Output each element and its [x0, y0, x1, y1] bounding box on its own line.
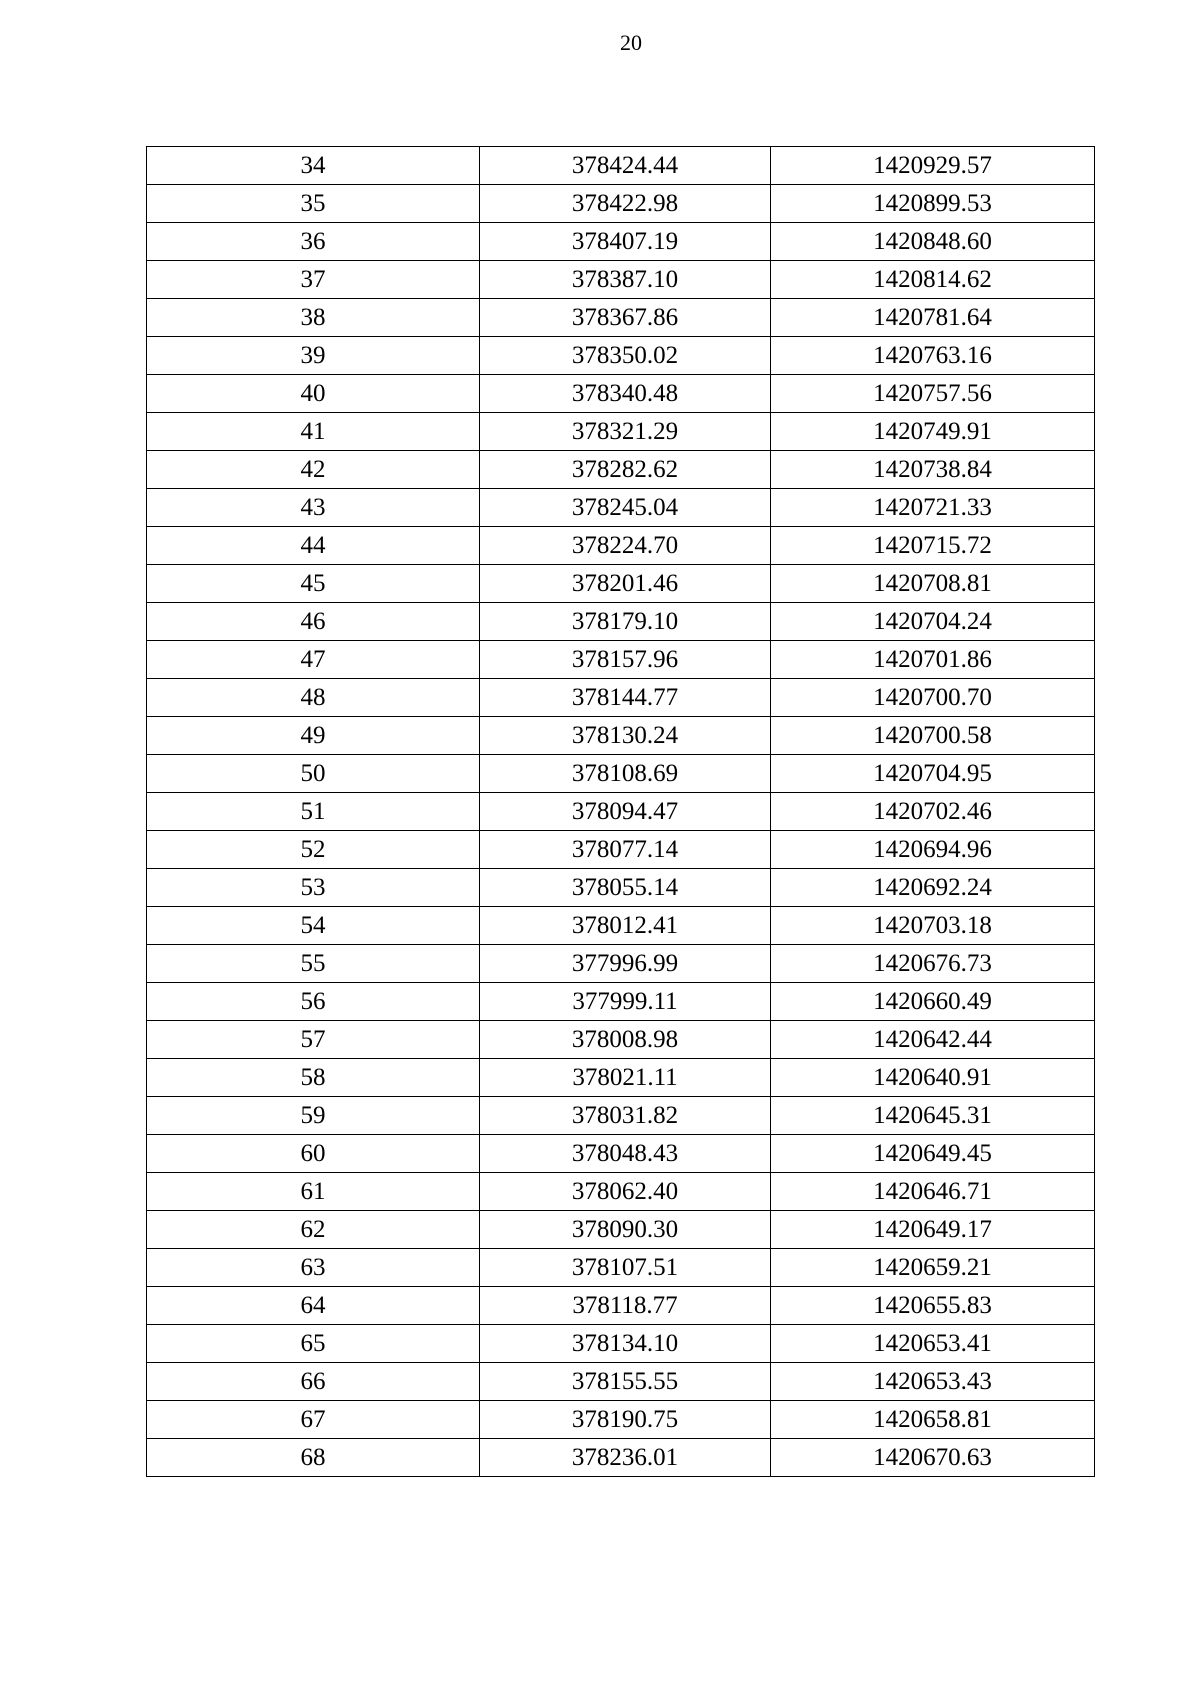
coordinates-table-body [147, 147, 1095, 1477]
x-coordinate-cell: 378387.10 [480, 261, 771, 299]
point-number-cell: 35 [147, 185, 480, 223]
y-coordinate-cell: 1420659.21 [771, 1249, 1095, 1287]
x-coordinate-cell: 378094.47 [480, 793, 771, 831]
table-row [147, 1059, 1095, 1097]
point-number-cell: 42 [147, 451, 480, 489]
y-coordinate-cell: 1420848.60 [771, 223, 1095, 261]
y-coordinate-cell: 1420642.44 [771, 1021, 1095, 1059]
point-number-cell: 65 [147, 1325, 480, 1363]
y-coordinate-cell: 1420653.43 [771, 1363, 1095, 1401]
x-coordinate-cell: 378201.46 [480, 565, 771, 603]
x-coordinate-cell: 378190.75 [480, 1401, 771, 1439]
x-coordinate-cell: 378282.62 [480, 451, 771, 489]
y-coordinate-cell: 1420704.95 [771, 755, 1095, 793]
table-row [147, 1211, 1095, 1249]
x-coordinate-cell: 378012.41 [480, 907, 771, 945]
x-coordinate-cell: 378008.98 [480, 1021, 771, 1059]
point-number-cell: 55 [147, 945, 480, 983]
x-coordinate-cell: 378021.11 [480, 1059, 771, 1097]
x-coordinate-cell: 378108.69 [480, 755, 771, 793]
x-coordinate-cell: 378048.43 [480, 1135, 771, 1173]
x-coordinate-cell: 378424.44 [480, 147, 771, 185]
point-number-cell: 48 [147, 679, 480, 717]
table-row [147, 907, 1095, 945]
point-number-cell: 59 [147, 1097, 480, 1135]
y-coordinate-cell: 1420708.81 [771, 565, 1095, 603]
table-row [147, 1249, 1095, 1287]
y-coordinate-cell: 1420653.41 [771, 1325, 1095, 1363]
table-row [147, 375, 1095, 413]
y-coordinate-cell: 1420721.33 [771, 489, 1095, 527]
x-coordinate-cell: 377999.11 [480, 983, 771, 1021]
x-coordinate-cell: 378155.55 [480, 1363, 771, 1401]
x-coordinate-cell: 378321.29 [480, 413, 771, 451]
table-row [147, 1173, 1095, 1211]
table-row [147, 223, 1095, 261]
table-row [147, 565, 1095, 603]
table-row [147, 261, 1095, 299]
x-coordinate-cell: 378224.70 [480, 527, 771, 565]
point-number-cell: 34 [147, 147, 480, 185]
point-number-cell: 45 [147, 565, 480, 603]
y-coordinate-cell: 1420703.18 [771, 907, 1095, 945]
point-number-cell: 60 [147, 1135, 480, 1173]
point-number-cell: 38 [147, 299, 480, 337]
x-coordinate-cell: 378422.98 [480, 185, 771, 223]
table-row [147, 337, 1095, 375]
x-coordinate-cell: 378077.14 [480, 831, 771, 869]
y-coordinate-cell: 1420715.72 [771, 527, 1095, 565]
y-coordinate-cell: 1420676.73 [771, 945, 1095, 983]
table-row [147, 983, 1095, 1021]
point-number-cell: 36 [147, 223, 480, 261]
point-number-cell: 40 [147, 375, 480, 413]
x-coordinate-cell: 378367.86 [480, 299, 771, 337]
x-coordinate-cell: 378157.96 [480, 641, 771, 679]
x-coordinate-cell: 378055.14 [480, 869, 771, 907]
y-coordinate-cell: 1420700.58 [771, 717, 1095, 755]
y-coordinate-cell: 1420702.46 [771, 793, 1095, 831]
table-row [147, 489, 1095, 527]
table-row [147, 755, 1095, 793]
point-number-cell: 43 [147, 489, 480, 527]
x-coordinate-cell: 378118.77 [480, 1287, 771, 1325]
table-row [147, 1135, 1095, 1173]
point-number-cell: 62 [147, 1211, 480, 1249]
page-number: 20 [620, 30, 642, 55]
point-number-cell: 68 [147, 1439, 480, 1477]
table-row [147, 603, 1095, 641]
y-coordinate-cell: 1420700.70 [771, 679, 1095, 717]
table-row [147, 527, 1095, 565]
y-coordinate-cell: 1420757.56 [771, 375, 1095, 413]
x-coordinate-cell: 377996.99 [480, 945, 771, 983]
coordinates-table [146, 146, 1095, 1477]
point-number-cell: 53 [147, 869, 480, 907]
y-coordinate-cell: 1420899.53 [771, 185, 1095, 223]
table-row [147, 413, 1095, 451]
x-coordinate-cell: 378350.02 [480, 337, 771, 375]
x-coordinate-cell: 378107.51 [480, 1249, 771, 1287]
point-number-cell: 50 [147, 755, 480, 793]
table-row [147, 717, 1095, 755]
y-coordinate-cell: 1420763.16 [771, 337, 1095, 375]
x-coordinate-cell: 378179.10 [480, 603, 771, 641]
y-coordinate-cell: 1420749.91 [771, 413, 1095, 451]
y-coordinate-cell: 1420655.83 [771, 1287, 1095, 1325]
x-coordinate-cell: 378245.04 [480, 489, 771, 527]
y-coordinate-cell: 1420649.45 [771, 1135, 1095, 1173]
point-number-cell: 39 [147, 337, 480, 375]
y-coordinate-cell: 1420640.91 [771, 1059, 1095, 1097]
x-coordinate-cell: 378031.82 [480, 1097, 771, 1135]
table-row [147, 679, 1095, 717]
y-coordinate-cell: 1420694.96 [771, 831, 1095, 869]
table-row [147, 869, 1095, 907]
y-coordinate-cell: 1420692.24 [771, 869, 1095, 907]
point-number-cell: 56 [147, 983, 480, 1021]
table-row [147, 641, 1095, 679]
point-number-cell: 57 [147, 1021, 480, 1059]
point-number-cell: 63 [147, 1249, 480, 1287]
point-number-cell: 37 [147, 261, 480, 299]
y-coordinate-cell: 1420660.49 [771, 983, 1095, 1021]
y-coordinate-cell: 1420646.71 [771, 1173, 1095, 1211]
table-row [147, 1287, 1095, 1325]
x-coordinate-cell: 378134.10 [480, 1325, 771, 1363]
point-number-cell: 41 [147, 413, 480, 451]
table-row [147, 1021, 1095, 1059]
point-number-cell: 54 [147, 907, 480, 945]
point-number-cell: 44 [147, 527, 480, 565]
table-row [147, 1401, 1095, 1439]
y-coordinate-cell: 1420658.81 [771, 1401, 1095, 1439]
point-number-cell: 52 [147, 831, 480, 869]
point-number-cell: 58 [147, 1059, 480, 1097]
x-coordinate-cell: 378144.77 [480, 679, 771, 717]
point-number-cell: 47 [147, 641, 480, 679]
table-row [147, 1363, 1095, 1401]
point-number-cell: 67 [147, 1401, 480, 1439]
point-number-cell: 49 [147, 717, 480, 755]
table-row [147, 185, 1095, 223]
x-coordinate-cell: 378340.48 [480, 375, 771, 413]
table-row [147, 299, 1095, 337]
table-row [147, 1097, 1095, 1135]
y-coordinate-cell: 1420738.84 [771, 451, 1095, 489]
x-coordinate-cell: 378090.30 [480, 1211, 771, 1249]
table-row [147, 945, 1095, 983]
table-row [147, 1439, 1095, 1477]
point-number-cell: 61 [147, 1173, 480, 1211]
y-coordinate-cell: 1420814.62 [771, 261, 1095, 299]
table-row [147, 147, 1095, 185]
y-coordinate-cell: 1420929.57 [771, 147, 1095, 185]
y-coordinate-cell: 1420670.63 [771, 1439, 1095, 1477]
point-number-cell: 46 [147, 603, 480, 641]
y-coordinate-cell: 1420704.24 [771, 603, 1095, 641]
point-number-cell: 66 [147, 1363, 480, 1401]
point-number-cell: 64 [147, 1287, 480, 1325]
point-number-cell: 51 [147, 793, 480, 831]
y-coordinate-cell: 1420645.31 [771, 1097, 1095, 1135]
table-row [147, 451, 1095, 489]
y-coordinate-cell: 1420781.64 [771, 299, 1095, 337]
x-coordinate-cell: 378236.01 [480, 1439, 771, 1477]
table-row [147, 793, 1095, 831]
x-coordinate-cell: 378062.40 [480, 1173, 771, 1211]
y-coordinate-cell: 1420701.86 [771, 641, 1095, 679]
x-coordinate-cell: 378407.19 [480, 223, 771, 261]
x-coordinate-cell: 378130.24 [480, 717, 771, 755]
table-row [147, 831, 1095, 869]
table-row [147, 1325, 1095, 1363]
y-coordinate-cell: 1420649.17 [771, 1211, 1095, 1249]
